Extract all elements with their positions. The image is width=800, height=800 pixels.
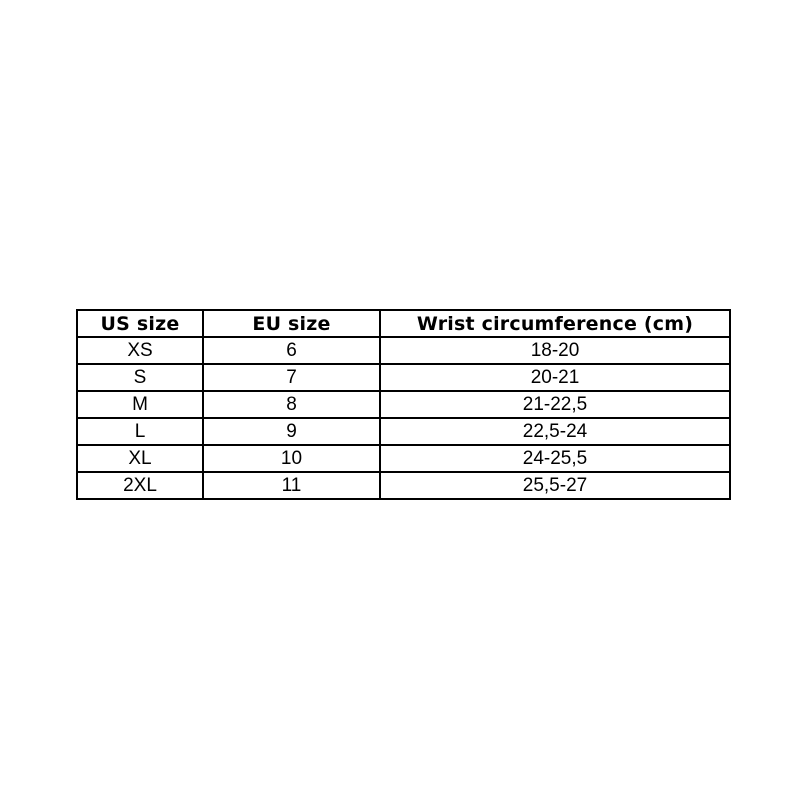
table-cell: M: [77, 391, 203, 418]
table-cell: 24-25,5: [380, 445, 730, 472]
table-cell: 10: [203, 445, 380, 472]
table-cell: 9: [203, 418, 380, 445]
table-row: [77, 472, 730, 499]
table-cell: 22,5-24: [380, 418, 730, 445]
header-wrist-circumference: Wrist circumference (cm): [380, 310, 730, 337]
table-cell: XL: [77, 445, 203, 472]
table-row: [77, 364, 730, 391]
table-row: [77, 337, 730, 364]
table-cell: 6: [203, 337, 380, 364]
table-cell: S: [77, 364, 203, 391]
size-table-body: [77, 337, 730, 499]
table-cell: 18-20: [380, 337, 730, 364]
table-row: [77, 445, 730, 472]
table-cell: L: [77, 418, 203, 445]
header-row: [77, 310, 730, 337]
table-cell: 25,5-27: [380, 472, 730, 499]
table-cell: 2XL: [77, 472, 203, 499]
table-cell: 20-21: [380, 364, 730, 391]
table-cell: 7: [203, 364, 380, 391]
table-row: [77, 391, 730, 418]
table-cell: 8: [203, 391, 380, 418]
header-eu-size: EU size: [203, 310, 380, 337]
table-cell: 21-22,5: [380, 391, 730, 418]
table-cell: 11: [203, 472, 380, 499]
header-us-size: US size: [77, 310, 203, 337]
size-chart-table: [76, 309, 731, 500]
table-cell: XS: [77, 337, 203, 364]
table-row: [77, 418, 730, 445]
